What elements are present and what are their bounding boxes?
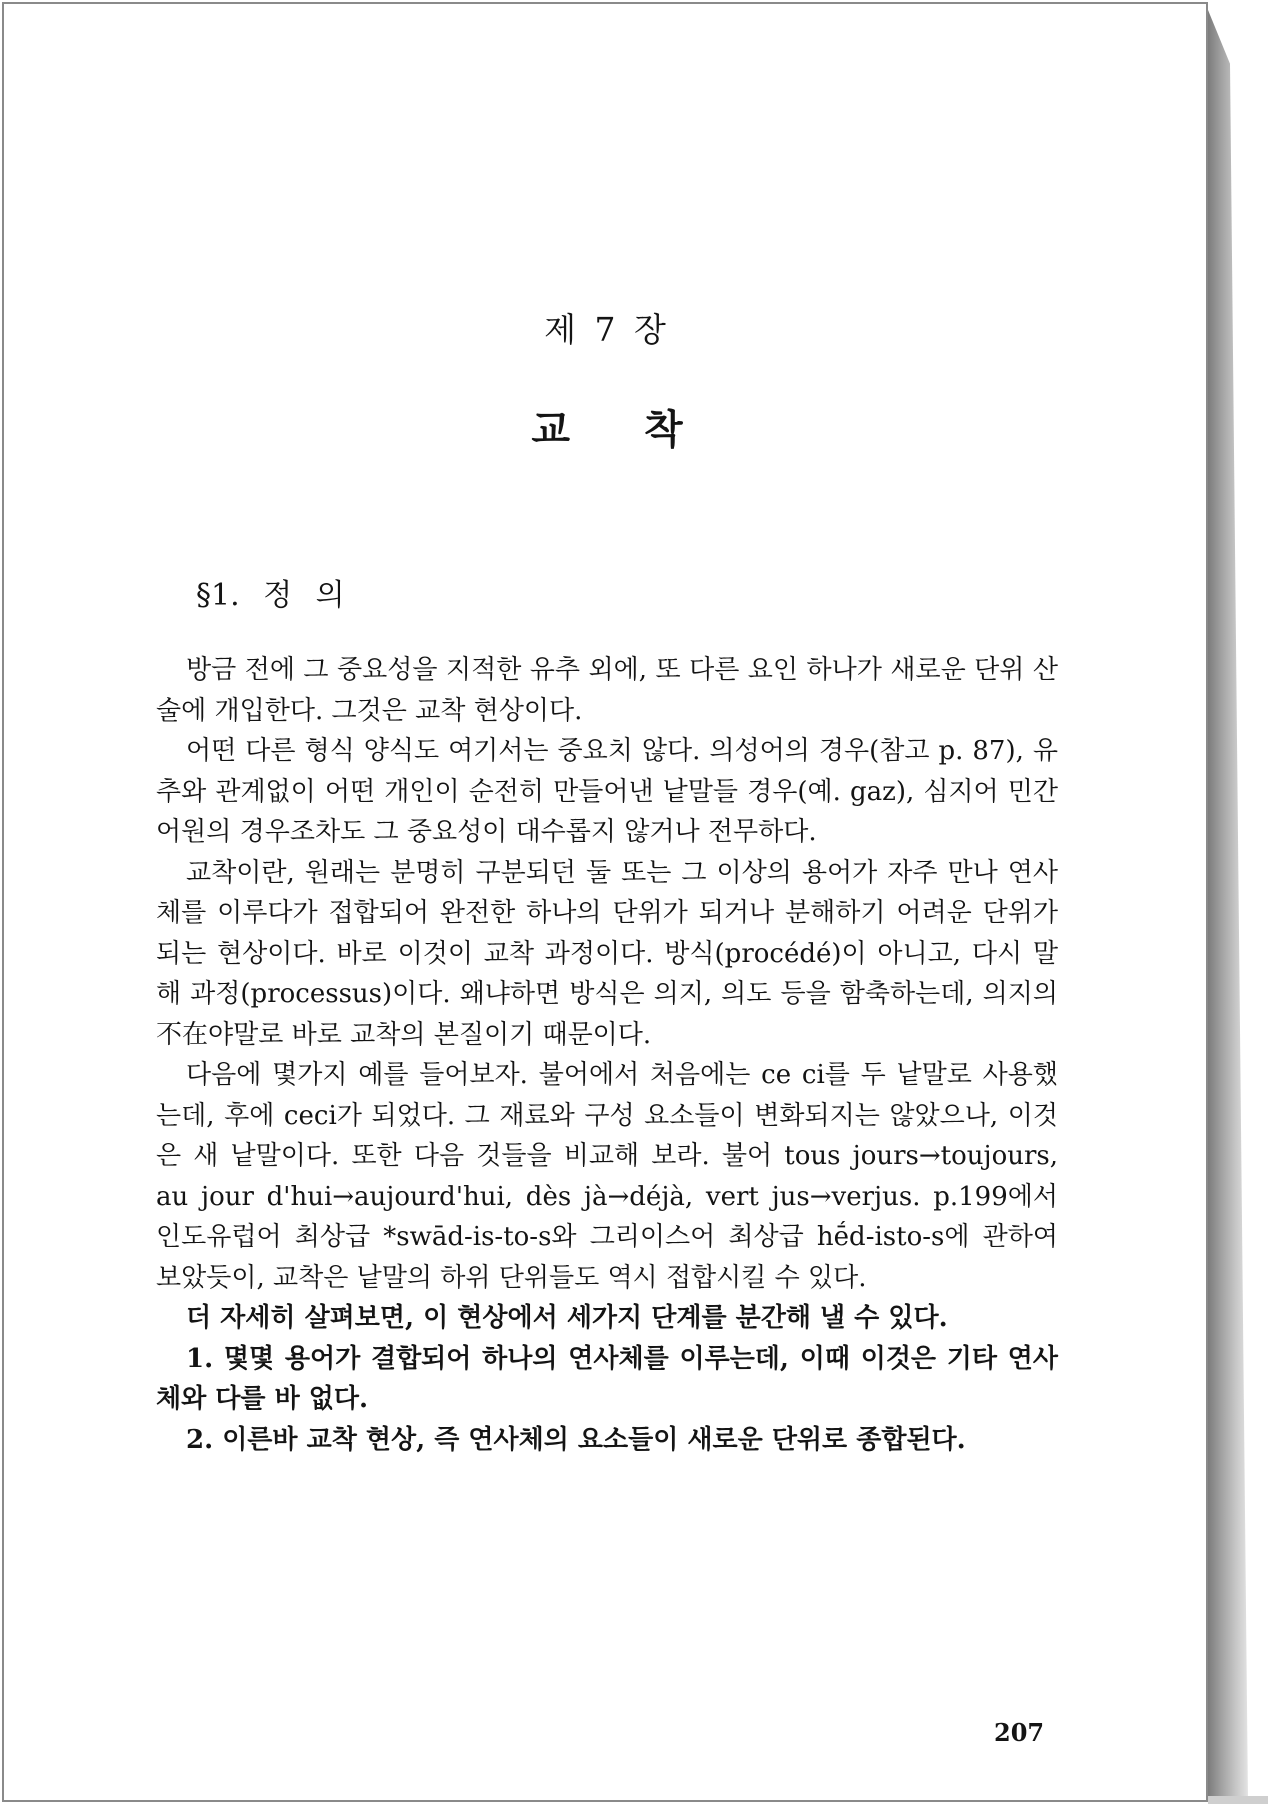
- paragraph: 다음에 몇가지 예를 들어보자. 불어에서 처음에는 ce ci를 두 낱말로 사용했는데, 후에 ceci가 되었다. 그 재료와 구성 요소들이 변화되지는 않았으나, 이것은 새 낱말이다. 또한 다음 것들을 비교해 보라. 불어 tous jours→toujours, au jour d'hui→aujourd'hui, dès jà→déjà, vert jus→verjus. p.199에서 인도유럽어 최상급 *swād-is-to-s와 그리이스어 최상급 hḗd-isto-s에 관하여 보았듯이, 교착은 낱말의 하위 단위들도 역시 접합시킬 수 있다.: [156, 1060, 1058, 1293]
- paragraph: 더 자세히 살펴보면, 이 현상에서 세가지 단계를 분간해 낼 수 있다.: [186, 1303, 948, 1333]
- chapter-title: 교 착: [531, 406, 683, 453]
- list-item: 1. 몇몇 용어가 결합되어 하나의 연사체를 이루는데, 이때 이것은 기타 연사체와 다를 바 없다.: [156, 1343, 1058, 1414]
- paragraph: 어떤 다른 형식 양식도 여기서는 중요치 않다. 의성어의 경우(참고 p. 87), 유추와 관계없이 어떤 개인이 순전히 만들어낸 낱말들 경우(예. gaz), 심지어 민간 어원의 경우조차도 그 중요성이 대수롭지 않거나 전무하다.: [156, 736, 1058, 847]
- chapter-number: 제 7 장: [544, 310, 670, 349]
- paragraph: 교착이란, 원래는 분명히 구분되던 둘 또는 그 이상의 용어가 자주 만나 연사체를 이루다가 접합되어 완전한 하나의 단위가 되거나 분해하기 어려운 단위가 되는 현상이다. 바로 이것이 교착 과정이다. 방식(procédé)이 아니고, 다시 말해 과정(processus)이다. 왜냐하면 방식은 의지, 의도 등을 함축하는데, 의지의 不在야말로 바로 교착의 본질이기 때문이다.: [156, 857, 1058, 1050]
- page-stack-edge: [1208, 10, 1248, 1802]
- page-shadow: [1208, 1796, 1268, 1804]
- paragraph: 방금 전에 그 중요성을 지적한 유추 외에, 또 다른 요인 하나가 새로운 단위 산술에 개입한다. 그것은 교착 현상이다.: [156, 655, 1058, 726]
- body-text: [156, 650, 1058, 1460]
- page-number: 207: [994, 1718, 1045, 1747]
- book-page: [2, 2, 1208, 1802]
- section-title: §1. 정 의: [196, 578, 345, 613]
- list-item: 2. 이른바 교착 현상, 즉 연사체의 요소들이 새로운 단위로 종합된다.: [186, 1424, 966, 1455]
